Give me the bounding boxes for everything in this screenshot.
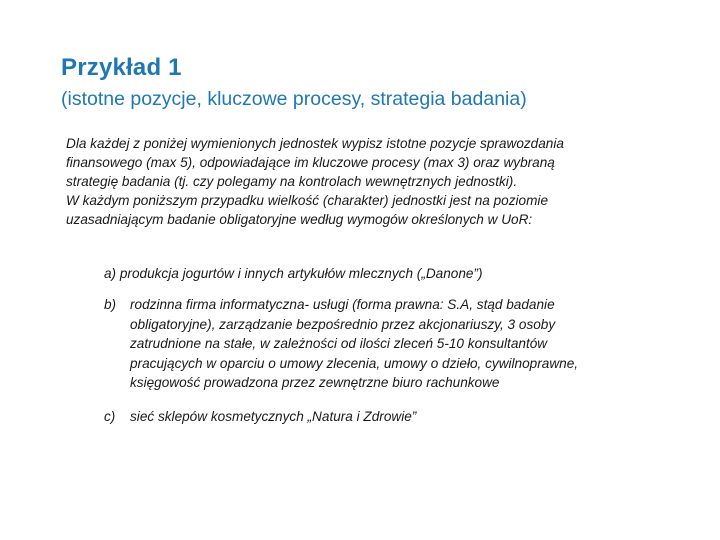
list-item-a [104, 264, 704, 284]
intro-paragraph [66, 134, 706, 229]
list-item-text: zatrudnione na stałe, w zależności od ilości zleceń 5-10 konsultantów [130, 336, 548, 351]
intro-line: Dla każdej z poniżej wymienionych jednostek wypisz istotne pozycje sprawozdania [66, 136, 564, 151]
slide-title: Przykład 1 [61, 54, 182, 81]
list-item-marker: b) [104, 297, 117, 312]
intro-line: uzasadniającym badanie obligatoryjne według wymogów określonych w UoR: [66, 212, 533, 227]
list-item-text: księgowość prowadzona przez zewnętrzne biuro rachunkowe [130, 375, 500, 390]
intro-line: W każdym poniższym przypadku wielkość (charakter) jednostki jest na poziomie [66, 193, 549, 208]
list-item-text: a) produkcja jogurtów i innych artykułów mlecznych („Danone”) [104, 266, 483, 281]
list-item-marker: c) [104, 409, 116, 424]
list-item-text: pracujących w oparciu o umowy zlecenia, umowy o dzieło, cywilnoprawne, [130, 355, 579, 371]
list-item-text: obligatoryjne), zarządzanie bezpośrednio przez akcjonariuszy, 3 osoby [130, 316, 556, 332]
list-item-c [104, 407, 704, 427]
list-item-text: rodzinna firma informatyczna- usługi (forma prawna: S.A, stąd badanie [130, 297, 555, 312]
list-item-b [104, 295, 704, 393]
intro-line: finansowego (max 5), odpowiadające im kluczowe procesy (max 3) oraz wybraną [66, 155, 555, 170]
slide-subtitle: (istotne pozycje, kluczowe procesy, strategia badania) [61, 88, 527, 110]
list-item-text: sieć sklepów kosmetycznych „Natura i Zdrowie” [130, 409, 417, 424]
intro-line: strategię badania (tj. czy polegamy na kontrolach wewnętrznych jednostki). [66, 174, 518, 189]
